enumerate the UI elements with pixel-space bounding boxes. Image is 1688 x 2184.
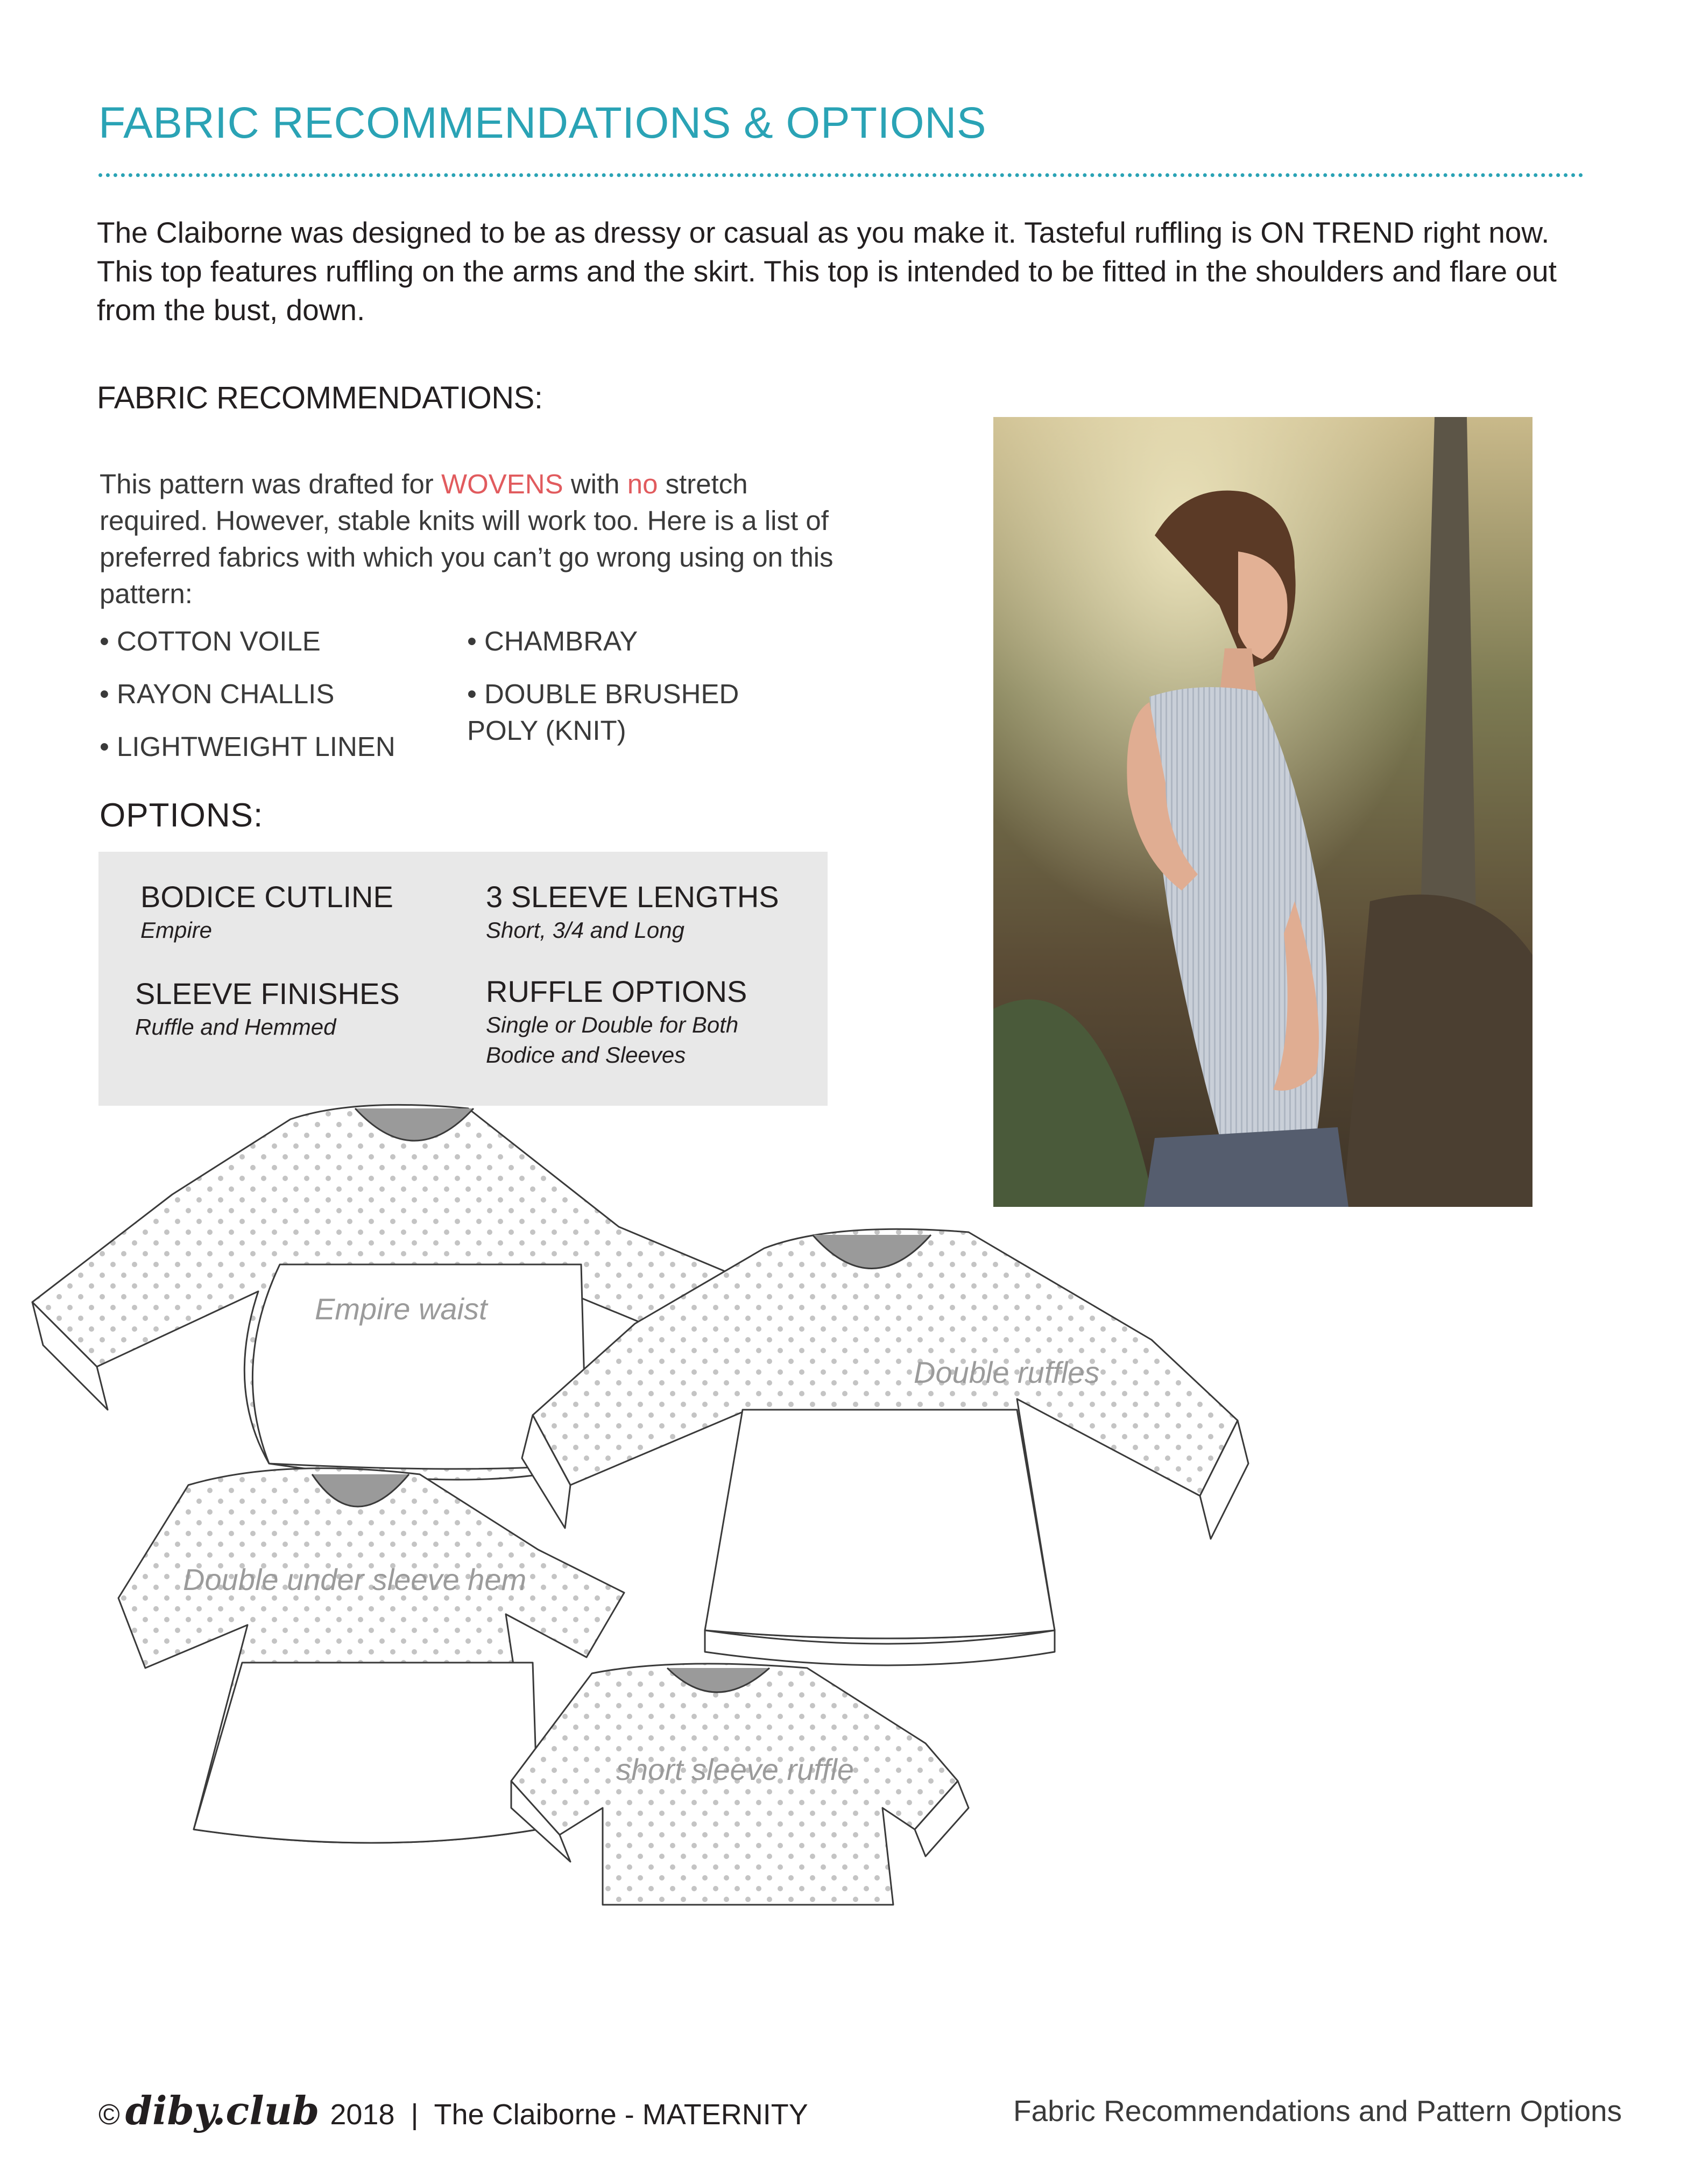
option-subtitle: Short, 3/4 and Long <box>486 917 684 943</box>
fabric-item: • DOUBLE BRUSHED POLY (KNIT) <box>467 678 739 746</box>
options-heading: OPTIONS: <box>100 797 264 834</box>
page-title: FABRIC RECOMMENDATIONS & OPTIONS <box>98 98 987 147</box>
technical-sketches <box>0 1087 1291 1916</box>
brand-logo: diby.club <box>125 2088 320 2133</box>
no-highlight: no <box>627 469 658 499</box>
sketch-label: Double ruffles <box>914 1355 1100 1389</box>
fabric-item: • RAYON CHALLIS <box>100 678 335 709</box>
intro-paragraph: The Claiborne was designed to be as dressy or casual as you make it. Tasteful ruffling is ON TREND right now. This top features ruffling on the arms and the skirt. This top is intended to be fitted in the shoulders and flare out from the bust, down. <box>97 216 1557 327</box>
fabric-item: • CHAMBRAY <box>467 626 638 656</box>
title-divider <box>98 173 1584 177</box>
option-title: 3 SLEEVE LENGTHS <box>486 880 779 914</box>
footer-section-title: Fabric Recommendations and Pattern Options <box>1013 2094 1622 2128</box>
fabric-description <box>100 466 853 612</box>
fabric-heading: FABRIC RECOMMENDATIONS: <box>97 380 543 415</box>
footer-left <box>98 2088 808 2133</box>
sketch-label: short sleeve ruffle <box>616 1752 854 1786</box>
copyright-symbol: © <box>98 2098 120 2131</box>
option-title: SLEEVE FINISHES <box>135 977 400 1010</box>
fabric-item: • COTTON VOILE <box>100 626 321 656</box>
option-subtitle: Empire <box>140 917 213 943</box>
wovens-highlight: WOVENS <box>441 469 563 499</box>
sketch-label: Double under sleeve hem <box>183 1563 527 1596</box>
desc-part: stretch required. However, stable knits will work too. Here is a list of preferred fabrics with which you can’t go wrong using on this pattern: <box>100 469 834 609</box>
footer-title: 2018 | The Claiborne - MATERNITY <box>330 2098 808 2131</box>
fabric-item: • LIGHTWEIGHT LINEN <box>100 731 395 762</box>
desc-part: with <box>563 469 627 499</box>
options-box <box>98 852 828 1106</box>
sketch-label: Empire waist <box>315 1292 488 1326</box>
option-subtitle: Ruffle and Hemmed <box>135 1014 336 1040</box>
option-title: BODICE CUTLINE <box>140 880 393 914</box>
option-subtitle: Single or Double for Both Bodice and Sleeves <box>486 1012 739 1068</box>
desc-part: This pattern was drafted for <box>100 469 441 499</box>
option-title: RUFFLE OPTIONS <box>486 974 747 1008</box>
